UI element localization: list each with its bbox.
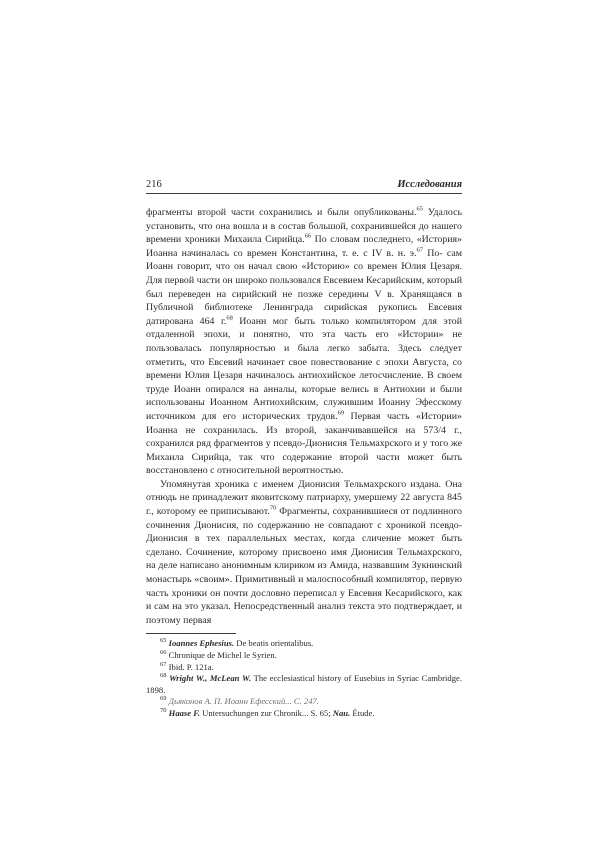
footnote-68 (146, 673, 462, 696)
paragraph-1 (146, 206, 462, 478)
footnote-text: De beatis orientalibus. (234, 638, 314, 649)
para-1-part-5: Иоанн мог быть только компилятором для этой отдаленной эпохи, и понятно, что эта часть его «Истории» не пользовалась популярностью и была легко забыта. Здесь следует отметить, что Евсевий начинает свое повествование с эпохи Августа, со времени Юлия Цезаря начиналось антиохийское летосчисление. В своем труде Иоанн опирался на анналы, которые велись в Антиохии и были использованы Иоанном Антиохийским, служившим Иоанну Эфесскому источником для его исторических трудов. (146, 315, 462, 422)
footnote-text: Chronique de Michel le Syrien. (168, 650, 277, 660)
footnote-65 (146, 638, 462, 650)
footnote-text: Étude. (350, 707, 375, 718)
footnote-author: Wright W., McLean W. (169, 673, 252, 684)
footnote-text: The ecclesiastical history of Eusebius in Syriac Cambridge. 1898. (146, 673, 462, 695)
footnote-text: Ibid. P. 121a. (168, 661, 214, 672)
footnote-ref-69[interactable]: 69 (337, 409, 345, 417)
footnote-ref-65[interactable]: 65 (416, 205, 424, 213)
footnote-ref-66[interactable]: 66 (304, 232, 312, 240)
page-number: 216 (146, 179, 162, 190)
footnote-ref-70[interactable]: 70 (269, 504, 277, 512)
footnote-author: Haase F. (168, 707, 201, 718)
page (146, 178, 462, 720)
paragraph-2 (146, 478, 462, 628)
footnote-text: Untersuchungen zur Chronik... S. 65; (200, 707, 333, 718)
footnote-number: 68 (160, 672, 167, 680)
para-1-part-2: Удалось установить, что она вошла и в состав большой, сохранившейся до нашего времени хроники Михаила Сирийца. (146, 207, 462, 246)
footnote-ref-67[interactable]: 67 (416, 246, 423, 254)
para-1-part-6: Первая часть «Истории» Иоанна не сохранилась. Из второй, заканчивавшейся на 573/4 г., сохранился ряд фрагментов у псевдо-Дионисия Тельмахрского и у того же Михаила Сирийца, так что содержание второй части может быть восстановлено с относительной вероятностью. (146, 410, 462, 477)
footnotes (146, 638, 462, 719)
footnote-number: 69 (160, 695, 167, 703)
footnote-rule (146, 633, 236, 634)
footnote-69 (146, 696, 462, 708)
para-1-part-3: По словам последнего, «История» Иоанна начиналась со времен Константина, т. е. с IV в. н. э. (146, 234, 462, 259)
para-2-part-1: Упомянутая хроника с именем Дионисия Тельмахрского издана. Она отнюдь не принадлежит яковитскому патриарху, умершему 22 августа 845 г., которому ее приписывают. (146, 478, 462, 518)
footnote-ref-68[interactable]: 68 (226, 314, 233, 322)
footnote-text: Дьяконов А. П. Иоанн Ефесский... С. 247. (168, 696, 319, 707)
footnote-author: Nau. (332, 707, 351, 718)
footnote-author: Ioannes Ephesius. (168, 638, 235, 649)
footnote-number: 67 (160, 660, 167, 668)
running-title: Исследования (397, 179, 462, 190)
footnote-number: 66 (160, 649, 167, 657)
footnote-66 (146, 650, 462, 662)
body-text (146, 206, 462, 627)
footnote-70 (146, 708, 462, 720)
header-rule (146, 193, 462, 194)
footnote-67 (146, 662, 462, 674)
para-2-part-2: Фрагменты, сохранившиеся от подлинного сочинения Дионисия, по содержанию не совпадают с хроникой псевдо-Дионисия в тех параллельных местах, когда сличение может быть сделано. Сочинение, которому присвоено имя Дионисия Тельмахрского, на деле написано анонимным клириком из Амида, назвавшим Зукнинский монастырь «своим». Примитивный и малоспособный компилятор, первую часть хроники он почти дословно переписал у Евсевия Кесарийского, как и сам на это указал. Непосредственный анализ текста это подтверждает, и поэтому первая (146, 506, 462, 626)
running-header (146, 178, 462, 194)
footnote-number: 70 (160, 707, 167, 715)
para-1-part-1: фрагменты второй части сохранились и были опубликованы. (146, 207, 417, 218)
para-1-part-4: По- сам Иоанн говорит, что он начал свою «Историю» со времен Юлия Цезаря. Для первой части он широко пользовался Евсевием Кесарийским, который был переведен на сирийский не позже середины V в. Хранящаяся в Публичной библиотеке Ленинграда сирийская рукопись Евсевия датирована 464 г. (146, 247, 462, 327)
footnote-number: 65 (160, 637, 167, 645)
